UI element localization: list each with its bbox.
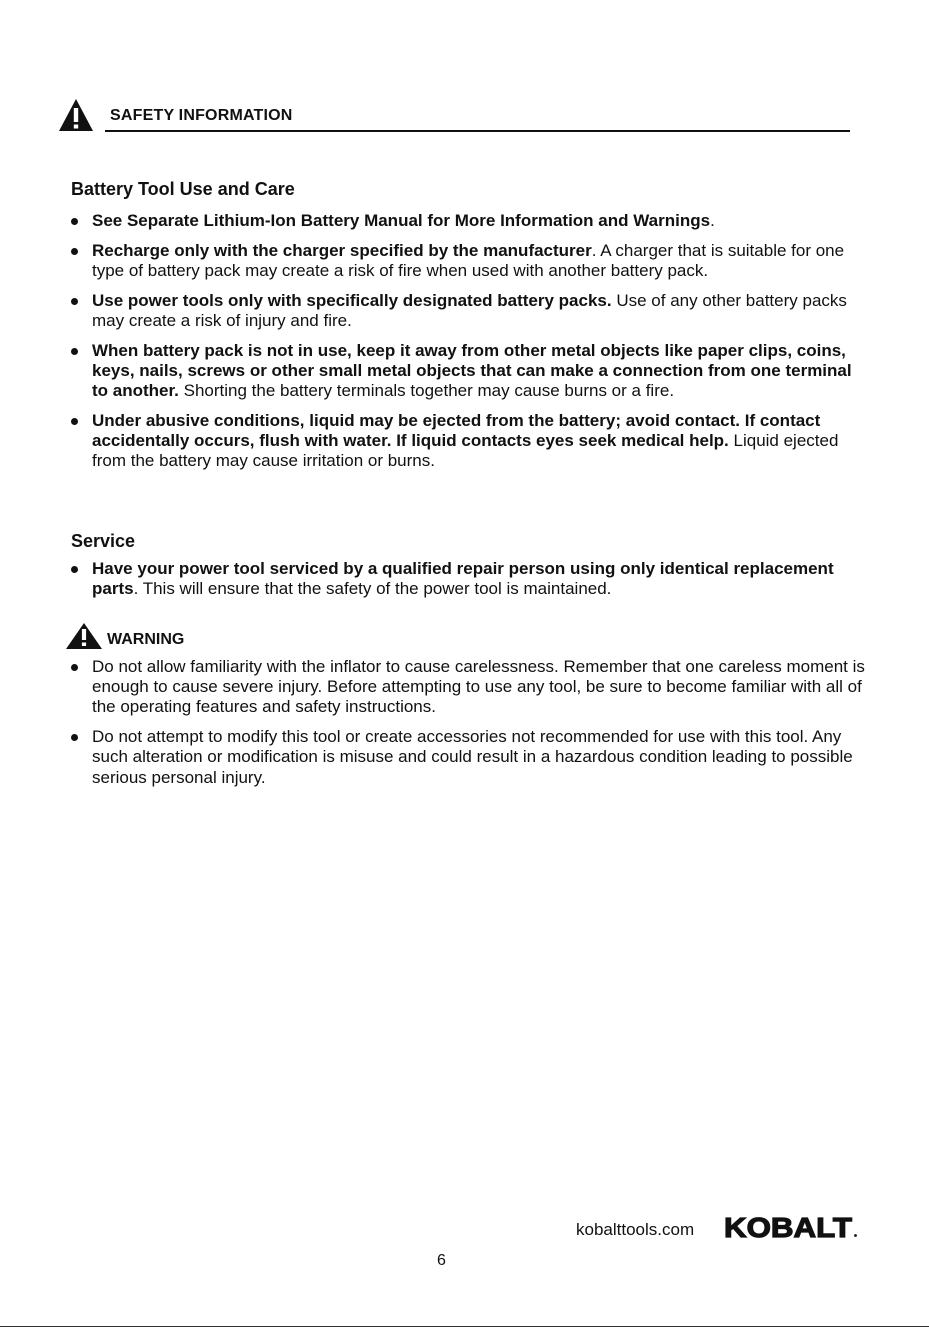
warning-triangle-icon [65,622,103,650]
header-divider [105,130,850,132]
bullet-icon [71,248,78,255]
item-text: . [710,211,715,230]
list-item [71,211,863,231]
item-text: Liquid ejected from the battery may cause irritation or burns. [92,430,839,471]
battery-section-title: Battery Tool Use and Care [71,179,295,199]
bullet-icon [71,664,78,671]
section-header [58,98,850,134]
bottom-divider [0,1326,929,1327]
item-bold-text: Have your power tool serviced by a qualified repair person using only identical replacement parts [92,559,834,599]
bullet-icon [71,348,78,355]
page-number: 6 [437,1252,446,1269]
item-text: . A charger that is suitable for one type of battery pack may create a risk of fire when used with another battery pack. [92,240,845,280]
item-bold-text: Under abusive conditions, liquid may be ejected from the battery; avoid contact. If contact accidentally occurs, flush with water. If liquid contacts eyes seek medical help. [92,410,821,450]
item-text: Use of any other battery packs may create a risk of injury and fire. [92,290,847,330]
bullet-icon [71,218,78,225]
list-item [71,411,863,472]
list-item [71,291,863,331]
battery-list [71,211,863,481]
page-title: SAFETY INFORMATION [110,107,293,124]
footer-url: kobalttools.com [576,1220,695,1239]
bullet-icon [71,734,78,741]
kobalt-logo [724,1210,859,1244]
item-bold-text: Use power tools only with specifically designated battery packs. [92,290,612,310]
item-text: Do not attempt to modify this tool or create accessories not recommended for use with this tool. Any such alteration or modification is misuse and could result in a hazardous condition leading to possible serious personal injury. [92,727,853,787]
list-item [71,341,863,402]
list-item [71,657,871,718]
service-section-title: Service [71,531,136,551]
item-bold-text: See Separate Lithium-Ion Battery Manual for More Information and Warnings [92,211,711,230]
list-item [71,559,863,599]
bullet-icon [71,566,78,573]
bullet-icon [71,298,78,305]
item-text: Shorting the battery terminals together may cause burns or a fire. [178,380,675,400]
warning-list [71,657,871,797]
brand-text: KOBALT [724,1212,852,1243]
warning-label: WARNING [107,631,185,648]
warning-triangle-icon [58,98,94,132]
logo-dot [854,1234,857,1237]
service-list [71,559,863,609]
list-item [71,241,863,281]
item-text: . This will ensure that the safety of the power tool is maintained. [133,579,612,599]
bullet-icon [71,418,78,425]
item-bold-text: Recharge only with the charger specified by the manufacturer [92,240,592,260]
list-item [71,727,871,788]
item-bold-text: When battery pack is not in use, keep it away from other metal objects like paper clips, coins, keys, nails, screws or other small metal objects that can make a connection from one terminal to another. [92,340,852,400]
item-text: Do not allow familiarity with the inflator to cause carelessness. Remember that one careless moment is enough to cause severe injury. Before attempting to use any tool, be sure to become familiar with all of the operating features and safety instructions. [92,657,865,717]
